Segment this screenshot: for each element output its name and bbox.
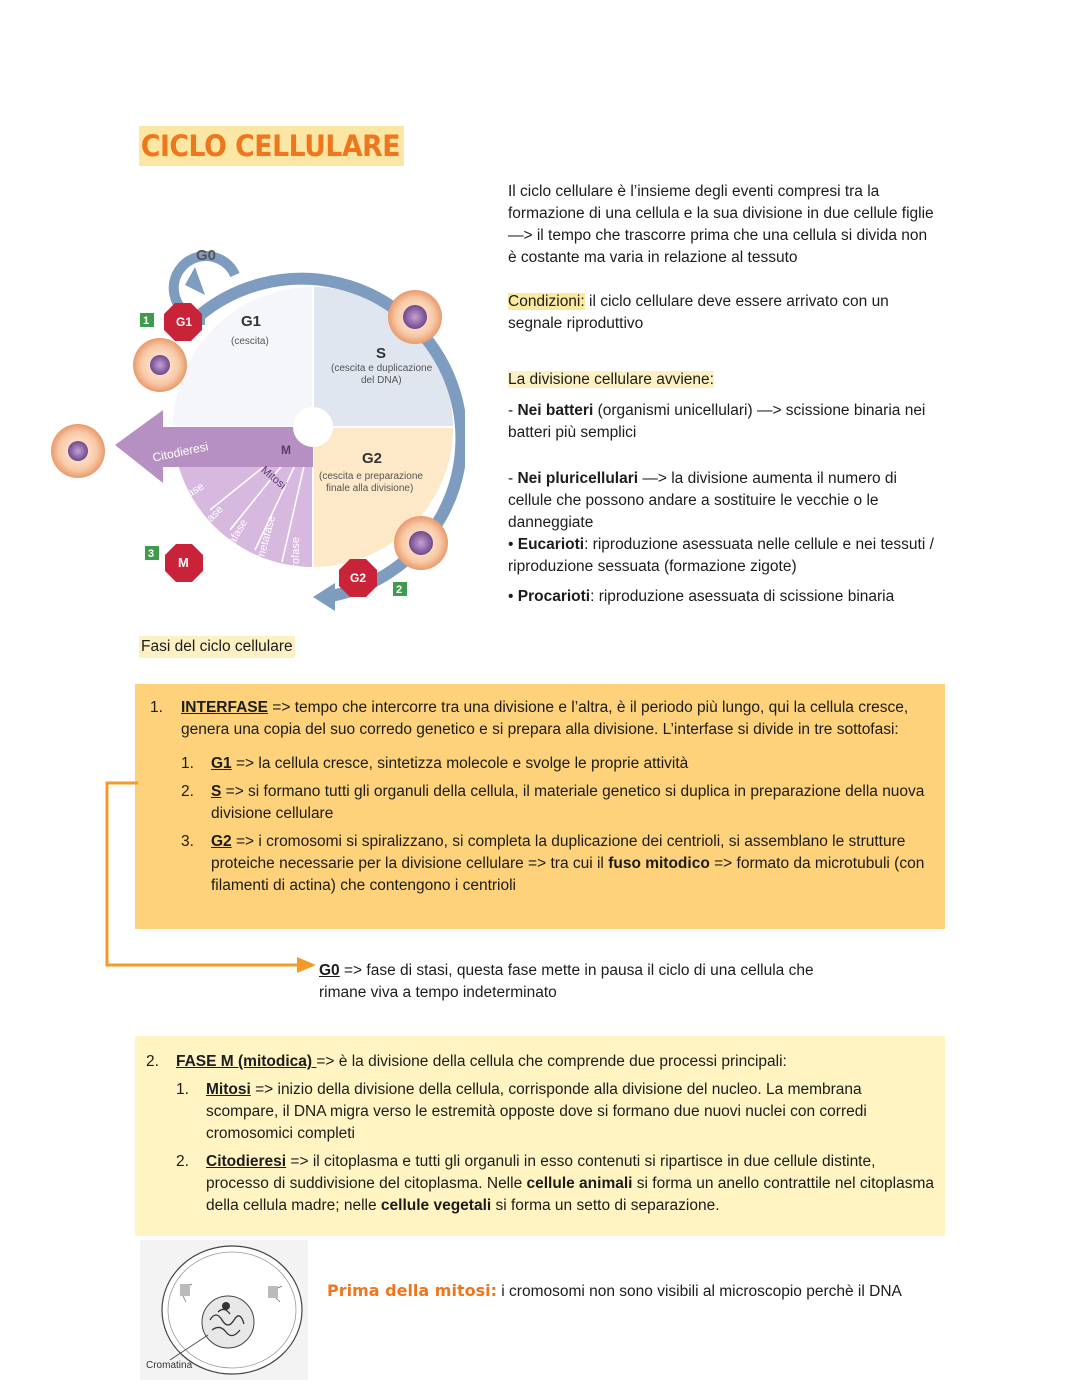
fase-m-paragraph [176, 1051, 936, 1073]
interfase-text: => tempo che intercorre tra una divisione e l’altra, è il periodo più lungo, qui la cellula cresce, genera una copia del suo corredo genetico e si prepara alla divisione. L’interfase si divide in tre sottofasi: [181, 699, 909, 738]
condizioni-label: Condizioni: [508, 293, 585, 310]
batteri-text: (organismi unicellulari) —> scissione binaria nei batteri più semplici [508, 402, 926, 441]
g0-paragraph [319, 960, 859, 1004]
procarioti-text: : riproduzione asessuata di scissione binaria [590, 588, 895, 605]
subitem-text: => i cromosomi si spiralizzano, si completa la duplicazione dei centrioli, si assemblano le strutture proteiche necessarie per la divisione cellulare => tra cui il [211, 833, 906, 872]
page-title: CICLO CELLULARE [139, 126, 404, 166]
interfase-paragraph [181, 697, 940, 741]
list-item [181, 753, 940, 775]
fasi-heading: Fasi del ciclo cellulare [139, 636, 295, 658]
g2-label: G2 [362, 450, 383, 467]
cito-text-b: si forma un anello contrattile nel citoplasma della cellula madre; nelle [206, 1175, 935, 1214]
mitosi-label: Mitosi [258, 464, 289, 492]
checkpoint-m: M [178, 555, 189, 570]
list-item [176, 1079, 936, 1145]
cellule-vegetali: cellule vegetali [380, 1197, 492, 1214]
checkpoint-g1: G1 [176, 315, 193, 329]
prima-text: i cromosomi non sono visibili al microscopio perchè il DNA [496, 1283, 902, 1300]
fuso-mitodico: fuso mitodico [608, 855, 710, 872]
mitosi-num: 1. [176, 1081, 189, 1098]
batteri-paragraph: - Nei batteri (organismi unicellulari) —> scissione binaria nei batteri più semplici [508, 402, 926, 441]
cito-num: 2. [176, 1153, 189, 1170]
m-label: M [281, 443, 291, 457]
subitem-num: 3. [181, 833, 194, 850]
mitosi-label: Mitosi [206, 1081, 251, 1098]
subitem-num: 1. [181, 755, 194, 772]
cito-text-c: si forma un setto di separazione. [491, 1197, 720, 1214]
intro-text [508, 181, 938, 608]
profase-label: Profase [289, 537, 302, 575]
g1-label: G1 [241, 313, 262, 330]
g0-connector-arrow [104, 780, 319, 975]
subitem-label: S [211, 783, 222, 800]
subitem-text: => si formano tutti gli organuli della cellula, il materiale genetico si duplica in preparazione della nuova divisione cellulare [211, 783, 925, 822]
cito-label: Citodieresi [206, 1153, 287, 1170]
g0-text: => fase di stasi, questa fase mette in pausa il ciclo di una cellula che rimane viva a tempo indeterminato [319, 962, 814, 1001]
telofase-label: Telofase [164, 480, 207, 512]
badge-1: 1 [143, 315, 150, 327]
g1-sub: (cescita) [231, 336, 269, 347]
g2-sub1: (cescita e preparazione [319, 471, 423, 482]
condizioni-text: il ciclo cellulare deve essere arrivato con un segnale riproduttivo [508, 293, 889, 332]
interfase-label: INTERFASE [181, 699, 268, 716]
procarioti-bold: Procarioti [517, 588, 591, 605]
mitosi-text: => inizio della divisione della cellula, corrisponde alla divisione del nucleo. La membrana scompare, il DNA migra verso le estremità opposte dove si formano due nuovi nuclei con corredi cromosomici completi [206, 1081, 867, 1142]
fase-m-label: FASE M (mitodica) [176, 1053, 317, 1070]
cellule-animali: cellule animali [526, 1175, 633, 1192]
eucarioti-paragraph: • Eucarioti: riproduzione asessuata nelle cellule e nei tessuti / riproduzione sessuata (formazione zigote) [508, 536, 934, 575]
badge-2: 2 [396, 584, 403, 596]
intro-paragraph: Il ciclo cellulare è l’insieme degli eventi compresi tra la formazione di una cellula e la sua divisione in due cellule figlie —> il tempo che trascorre prima che una cellula si divida non è costante ma varia in relazione al tessuto [508, 183, 934, 266]
eucarioti-text: : riproduzione asessuata nelle cellule e nei tessuti / riproduzione sessuata (formazione zigote) [508, 536, 934, 575]
fase-m-text: => è la divisione della cellula che comprende due processi principali: [316, 1053, 787, 1070]
subitem-text-b: => formato da microtubuli (con filamenti di actina) che contengono i centrioli [211, 855, 925, 894]
s-sub1: (cescita e duplicazione [331, 363, 433, 374]
checkpoint-g2: G2 [350, 571, 367, 585]
fase-m-num: 2. [146, 1053, 159, 1070]
interfase-num: 1. [150, 699, 163, 716]
s-label: S [376, 345, 387, 362]
prometafase-label: Prometafase [250, 514, 279, 578]
list-item [176, 1151, 936, 1217]
g0-label-text: G0 [319, 962, 340, 979]
badge-3: 3 [148, 548, 155, 560]
prima-mitosi-paragraph [327, 1280, 927, 1303]
prima-label: Prima della mitosi: [327, 1281, 497, 1300]
cromatina-label: Cromatina [146, 1360, 193, 1371]
interfase-label: Interfase [282, 256, 334, 278]
procarioti-paragraph: • Procarioti: riproduzione asessuata di scissione binaria [508, 588, 895, 605]
cell-illustration [140, 1240, 308, 1380]
fase-m-content [146, 1051, 936, 1217]
batteri-bold: Nei batteri [517, 402, 594, 419]
divisione-heading-line [508, 369, 938, 391]
pluri-paragraph: - Nei pluricellulari —> la divisione aumenta il numero di cellule che possono andare a sostituire le vecchie o le danneggiate [508, 470, 897, 531]
pluri-text: —> la divisione aumenta il numero di cellule che possono andare a sostituire le vecchie o le danneggiate [508, 470, 897, 531]
citodieresi-label: Citodieresi [151, 439, 210, 465]
subitem-label: G2 [211, 833, 232, 850]
subitem-label: G1 [211, 755, 232, 772]
metafase-label: Metafase [217, 517, 251, 563]
subitem-text: => la cellula cresce, sintetizza molecole e svolge le proprie attività [231, 755, 689, 772]
pluri-bold: Nei pluricellulari [517, 470, 639, 487]
s-sub2: del DNA) [361, 375, 402, 386]
subitem-num: 2. [181, 783, 194, 800]
cito-text-a: => il citoplasma e tutti gli organuli in esso contenuti si ripartisce in due cellule distinte, processo di suddivisione del citoplasma. Nelle [206, 1153, 876, 1192]
condizioni-paragraph [508, 291, 938, 335]
eucarioti-bold: Eucarioti [517, 536, 585, 553]
diagram-labels [45, 205, 465, 615]
anafase-label: Anafase [188, 503, 226, 541]
g0-label: G0 [196, 247, 217, 264]
g2-sub2: finale alla divisione) [326, 483, 414, 494]
divisione-heading: La divisione cellulare avviene: [508, 371, 714, 388]
